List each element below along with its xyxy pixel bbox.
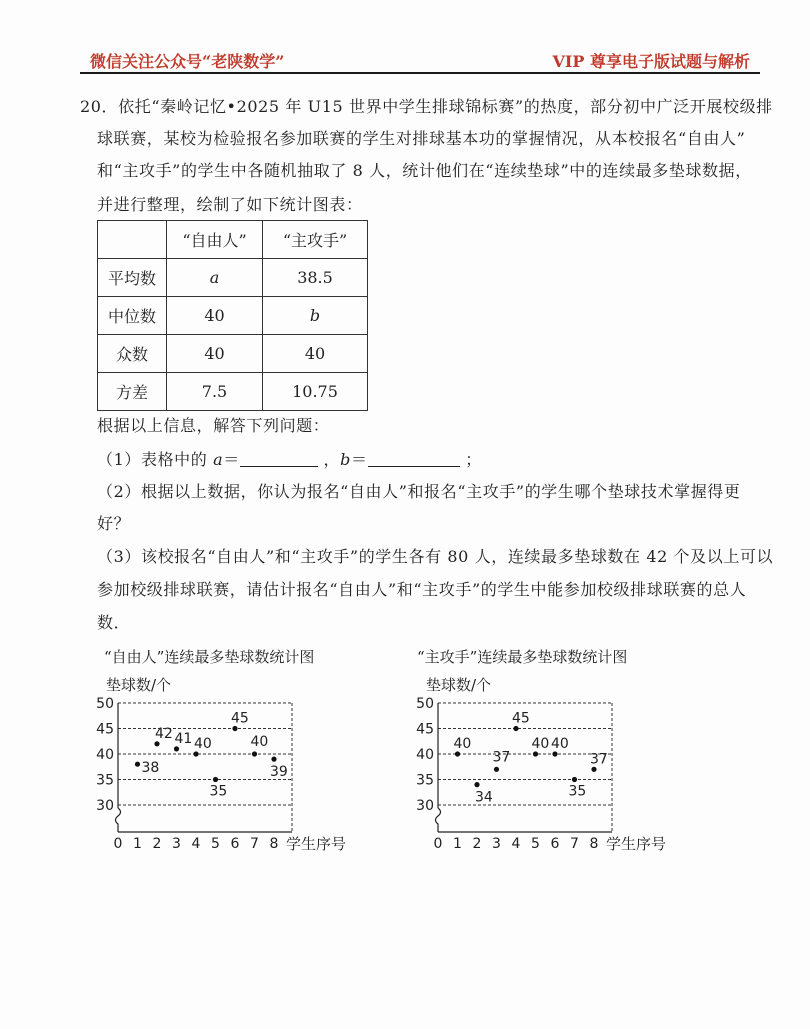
data-label: 40 [551, 736, 569, 752]
table-cell: 7.5 [167, 373, 263, 411]
question-line: 并进行整理，绘制了如下统计图表： [97, 195, 363, 214]
data-point [513, 726, 518, 731]
data-point [154, 741, 159, 746]
y-tick-label: 45 [416, 721, 434, 738]
page-header [80, 48, 760, 74]
table-row [98, 297, 368, 335]
x-tick-label: 5 [211, 836, 220, 852]
header-left-text: 微信关注公众号“老陕数学” [90, 52, 285, 71]
y-tick-label: 35 [416, 772, 434, 789]
part1-prefix: （1）表格中的 [97, 450, 214, 469]
table-cell: 40 [263, 335, 368, 373]
x-tick-label: 8 [589, 836, 599, 852]
part2-line: 好？ [97, 514, 131, 533]
x-tick-label: 1 [133, 836, 142, 852]
y-axis-label: 垫球数/个 [426, 676, 492, 694]
data-label: 40 [250, 734, 269, 750]
data-label: 40 [531, 736, 550, 752]
y-tick-label: 30 [96, 798, 114, 814]
x-axis-label: 学生序号 [606, 835, 667, 853]
equals-sign: ＝ [223, 450, 240, 469]
var-a: a [213, 450, 224, 469]
data-point [552, 751, 557, 756]
y-tick-label: 50 [416, 696, 434, 712]
table-cell: 40 [167, 297, 263, 335]
data-point [193, 751, 198, 756]
data-point [271, 757, 276, 762]
part1-end: ； [459, 450, 482, 469]
data-label: 42 [155, 725, 173, 742]
data-label: 45 [231, 710, 249, 727]
table-header-cell [98, 221, 167, 259]
x-tick-label: 4 [191, 836, 201, 852]
data-label: 34 [475, 789, 493, 806]
axis-break [116, 808, 121, 832]
x-tick-label: 3 [172, 836, 181, 852]
data-label: 35 [209, 783, 228, 800]
question-line: 20．依托“秦岭记忆•2025 年 U15 世界中学生排球锦标赛”的热度，部分初中广泛开展校级排 [80, 97, 773, 116]
x-axis-label: 学生序号 [286, 835, 347, 853]
chart-title-attacker: “主攻手”连续最多垫球数统计图 [417, 648, 628, 666]
table-cell: 10.75 [263, 373, 368, 411]
part3-line: 参加校级排球联赛，请估计报名“自由人”和“主攻手”的学生中能参加校级排球联赛的总人 [97, 580, 747, 599]
data-point [252, 751, 257, 756]
x-tick-label: 4 [511, 836, 521, 852]
data-point [213, 777, 218, 782]
answer-blank-a[interactable] [240, 450, 318, 467]
var-b: b [340, 450, 351, 469]
y-tick-label: 40 [96, 747, 114, 763]
table-row-label: 众数 [98, 335, 167, 373]
data-label: 40 [453, 736, 472, 752]
y-tick-label: 50 [96, 696, 114, 712]
part2-line: （2）根据以上数据，你认为报名“自由人”和报名“主攻手”的学生哪个垫球技术掌握得更 [97, 482, 741, 501]
x-tick-label: 2 [152, 836, 162, 852]
part3-line: 数． [97, 613, 131, 632]
answer-blank-b[interactable] [368, 450, 460, 467]
stats-table [97, 220, 368, 411]
x-tick-label: 0 [433, 836, 443, 852]
table-header-cell: “主攻手” [263, 221, 368, 259]
data-label: 38 [141, 760, 160, 777]
data-point [135, 762, 140, 767]
part1-line [97, 450, 482, 470]
table-cell: a [167, 259, 263, 297]
table-row [98, 373, 368, 411]
data-point [572, 777, 577, 782]
table-cell: 40 [167, 335, 263, 373]
data-label: 45 [512, 710, 530, 727]
table-row [98, 259, 368, 297]
question-line: 球联赛，某校为检验报名参加联赛的学生对排球基本功的掌握情况，从本校报名“自由人” [97, 129, 746, 148]
data-point [591, 767, 596, 772]
y-tick-label: 40 [416, 747, 434, 763]
chart-title-libero: “自由人”连续最多垫球数统计图 [104, 648, 315, 666]
part1-mid: ， [317, 450, 341, 469]
question-line: 和“主攻手”的学生中各随机抽取了 8 人，统计他们在“连续垫球”中的连续最多垫球数据， [97, 161, 752, 180]
part3-line: （3）该校报名“自由人”和“主攻手”的学生各有 80 人，连续最多垫球数在 42 个及以上可以 [97, 547, 774, 566]
instruction-text: 根据以上信息，解答下列问题： [97, 416, 330, 435]
data-label: 40 [194, 736, 212, 752]
data-point [232, 726, 237, 731]
data-point [455, 751, 460, 756]
header-right-text: VIP 尊享电子版试题与解析 [552, 52, 750, 71]
equals-sign: ＝ [350, 450, 368, 469]
data-point [174, 746, 179, 751]
data-point [533, 751, 538, 756]
data-point [494, 767, 499, 772]
data-label: 37 [590, 751, 608, 768]
x-tick-label: 7 [250, 836, 259, 852]
data-label: 41 [174, 730, 193, 747]
axis-break [436, 808, 441, 832]
x-tick-label: 0 [113, 836, 123, 852]
x-tick-label: 8 [269, 836, 279, 852]
y-tick-label: 45 [96, 721, 114, 738]
x-tick-label: 6 [230, 836, 240, 852]
table-cell: 38.5 [263, 259, 368, 297]
table-row-label: 平均数 [98, 259, 167, 297]
data-label: 39 [270, 764, 288, 781]
y-axis-label: 垫球数/个 [106, 676, 172, 694]
x-tick-label: 5 [531, 836, 540, 852]
x-tick-label: 7 [570, 836, 579, 852]
data-label: 35 [568, 783, 587, 800]
y-tick-label: 30 [416, 798, 434, 814]
y-tick-label: 35 [96, 772, 114, 789]
x-tick-label: 2 [472, 836, 482, 852]
table-header-cell: “自由人” [167, 221, 263, 259]
x-tick-label: 1 [453, 836, 462, 852]
x-tick-label: 6 [550, 836, 560, 852]
table-row-label: 中位数 [98, 297, 167, 335]
scatter-chart-libero [80, 670, 370, 860]
table-cell: b [263, 297, 368, 335]
data-point [474, 782, 479, 787]
data-label: 37 [492, 749, 511, 766]
scatter-chart-attacker [400, 670, 690, 860]
x-tick-label: 3 [492, 836, 501, 852]
table-row-label: 方差 [98, 373, 167, 411]
table-header-row [98, 221, 368, 259]
table-row [98, 335, 368, 373]
